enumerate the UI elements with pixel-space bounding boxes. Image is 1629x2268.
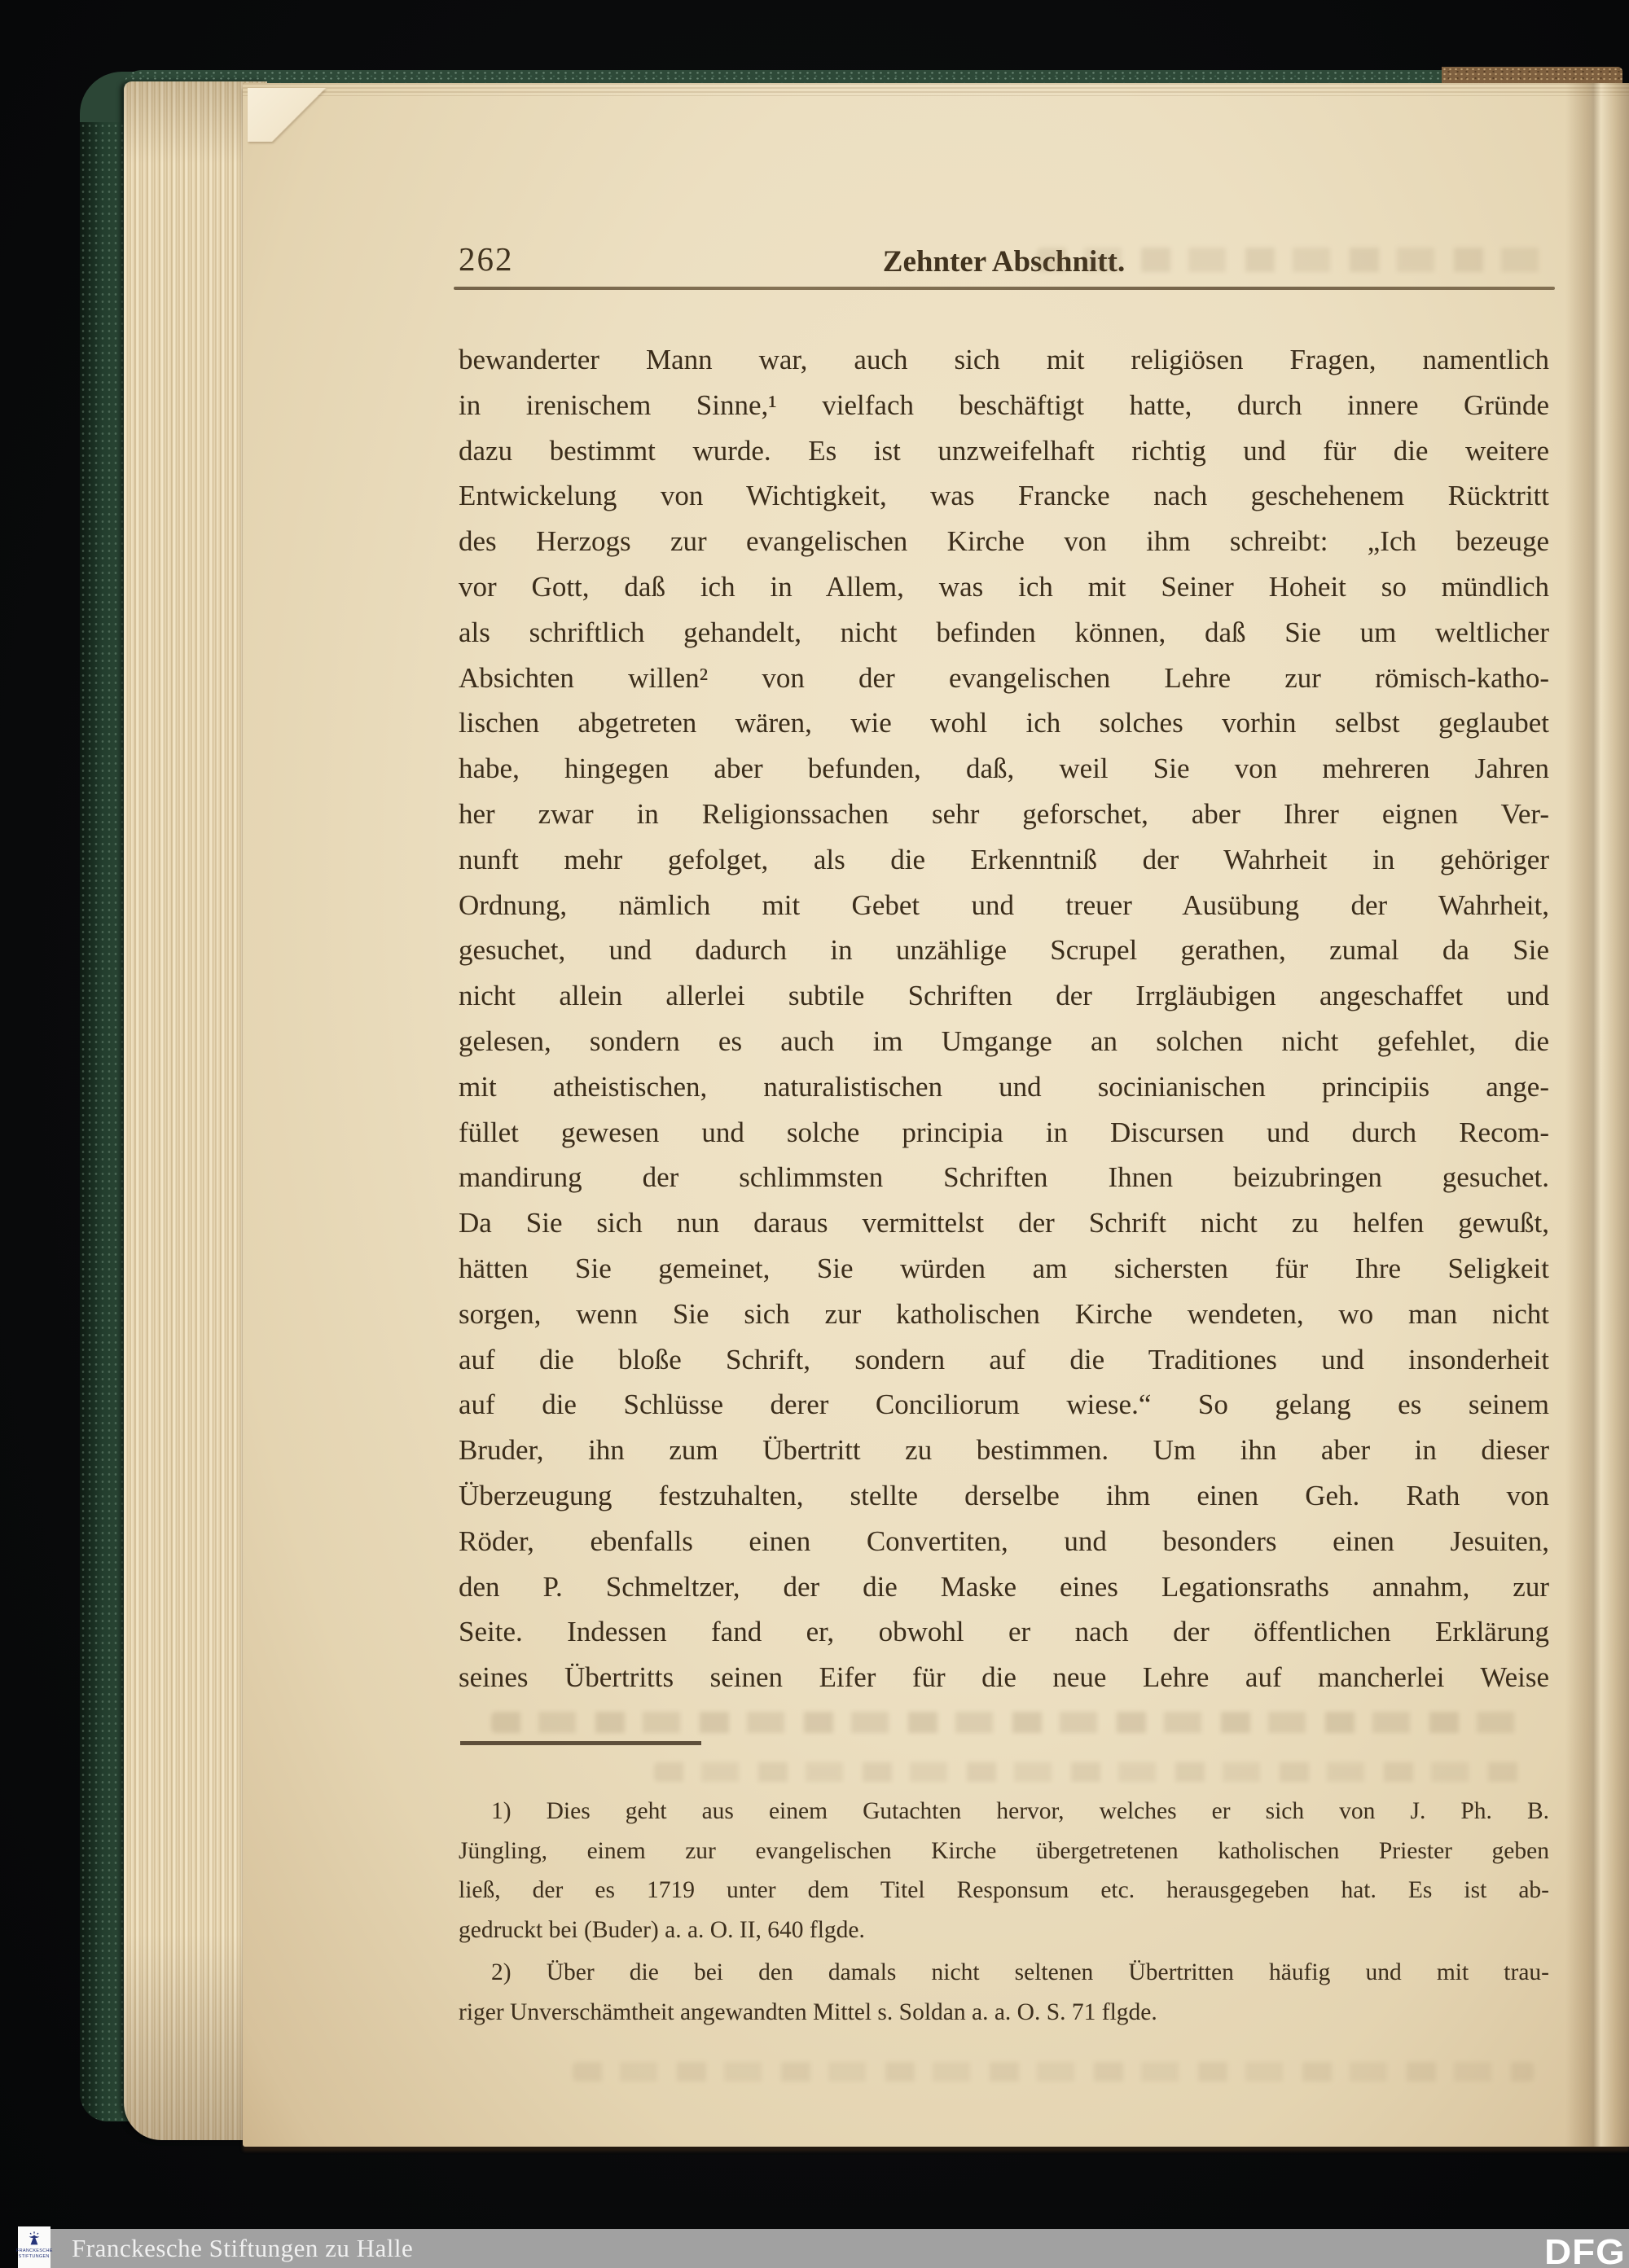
text-line: den P. Schmeltzer, der die Maske eines Legationsraths annahm, zur: [459, 1570, 1549, 1603]
text-line: seines Übertritts seinen Eifer für die neue Lehre auf mancherlei Weise: [459, 1661, 1549, 1694]
text-line: Absichten willen² von der evangelischen Lehre zur römisch-katho-: [459, 661, 1549, 694]
text-line: her zwar in Religionssachen sehr geforschet, aber Ihrer eignen Ver-: [459, 797, 1549, 830]
logo-caption-line2: STIFTUNGEN: [18, 2253, 50, 2259]
text-line: Seite. Indessen fand er, obwohl er nach der öffentlichen Erklärung: [459, 1616, 1549, 1648]
body-text: [459, 337, 1549, 1700]
text-line: gelesen, sondern es auch im Umgange an solchen nicht gefehlet, die: [459, 1024, 1549, 1057]
footnote-separator: [460, 1741, 701, 1745]
text-line: nunft mehr gefolget, als die Erkenntniß der Wahrheit in gehöriger: [459, 843, 1549, 875]
text-line: 1) Dies geht aus einem Gutachten hervor, welches er sich von J. Ph. B.: [491, 1798, 1549, 1824]
text-line: vor Gott, daß ich in Allem, was ich mit Seiner Hoheit so mündlich: [459, 570, 1549, 603]
text-line: auf die bloße Schrift, sondern auf die Traditiones und insonderheit: [459, 1343, 1549, 1375]
text-line: lischen abgetreten wären, wie wohl ich solches vorhin selbst geglaubet: [459, 707, 1549, 739]
text-line: als schriftlich gehandelt, nicht befinden können, daß Sie um weltlicher: [459, 616, 1549, 648]
text-line: Entwickelung von Wichtigkeit, was Francke nach geschehenem Rücktritt: [459, 480, 1549, 512]
text-line: Jüngling, einem zur evangelischen Kirche übergetretenen katholischen Priester geben: [459, 1837, 1549, 1864]
text-line: mit atheistischen, naturalistischen und socinianischen principiis ange-: [459, 1070, 1549, 1103]
page-number: 262: [459, 240, 514, 278]
text-line: dazu bestimmt wurde. Es ist unzweifelhaft richtig und für die weitere: [459, 434, 1549, 467]
text-line: Überzeugung festzuhalten, stellte derselbe ihm einen Geh. Rath von: [459, 1479, 1549, 1511]
text-line: gesuchet, und dadurch in unzählige Scrupel gerathen, zumal da Sie: [459, 934, 1549, 967]
book-page: [243, 83, 1629, 2147]
footnote-1: [459, 1792, 1549, 1950]
text-line: 2) Über die bei den damals nicht seltenen Übertritten häufig und mit trau-: [491, 1959, 1549, 1985]
institution-name: Franckesche Stiftungen zu Halle: [72, 2234, 414, 2262]
showthrough-footnote-area-2: [573, 2062, 1534, 2082]
text-line: hätten Sie gemeinet, Sie würden am sichersten für Ihre Seligkeit: [459, 1252, 1549, 1284]
text-line: Ordnung, nämlich mit Gebet und treuer Ausübung der Wahrheit,: [459, 888, 1549, 921]
page-dogear-fold: [248, 88, 370, 142]
text-line: nicht allein allerlei subtile Schriften der Irrgläubigen angeschaffet und: [459, 980, 1549, 1012]
text-line: habe, hingegen aber befunden, daß, weil Sie von mehreren Jahren: [459, 752, 1549, 785]
page-gutter-crease: [1565, 83, 1629, 2147]
showthrough-footnote-area: [654, 1762, 1534, 1782]
text-line: des Herzogs zur evangelischen Kirche von ihm schreibt: „Ich bezeuge: [459, 525, 1549, 558]
text-line: mandirung der schlimmsten Schriften Ihnen beizubringen gesuchet.: [459, 1161, 1549, 1194]
text-line: in irenischem Sinne,¹ vielfach beschäftigt hatte, durch innere Gründe: [459, 388, 1549, 421]
text-line: riger Unverschämtheit angewandten Mittel s. Soldan a. a. O. S. 71 flgde.: [459, 1998, 1157, 2025]
text-line: bewanderter Mann war, auch sich mit religiösen Fragen, namentlich: [459, 344, 1549, 375]
text-line: füllet gewesen und solche principia in Discursen und durch Recom-: [459, 1116, 1549, 1148]
footnote-2: [459, 1953, 1549, 2032]
text-line: ließ, der es 1719 unter dem Titel Responsum etc. herausgegeben hat. Es ist ab-: [459, 1877, 1549, 1903]
text-line: Bruder, ihn zum Übertritt zu bestimmen. Um ihn aber in dieser: [459, 1434, 1549, 1467]
running-header-chapter-title: Zehnter Abschnitt.: [882, 245, 1126, 279]
dfg-logo: DFG: [1544, 2232, 1626, 2268]
eagle-sun-logo-icon: [25, 2229, 43, 2248]
showthrough-below-body: [491, 1712, 1534, 1733]
text-line: Röder, ebenfalls einen Convertiten, und besonders einen Jesuiten,: [459, 1524, 1549, 1557]
text-line: auf die Schlüsse derer Conciliorum wiese.“ So gelang es seinem: [459, 1388, 1549, 1421]
text-line: sorgen, wenn Sie sich zur katholischen Kirche wendeten, wo man nicht: [459, 1297, 1549, 1330]
showthrough-header: [1037, 248, 1542, 272]
digitization-footer-bar: [46, 2229, 1629, 2268]
franckesche-stiftungen-logo-box: [15, 2226, 53, 2268]
text-line: Da Sie sich nun daraus vermittelst der Schrift nicht zu helfen gewußt,: [459, 1207, 1549, 1239]
logo-caption-line1: FRANCKESCHE: [15, 2248, 53, 2253]
header-rule: [454, 287, 1555, 290]
text-line: gedruckt bei (Buder) a. a. O. II, 640 flgde.: [459, 1916, 865, 1943]
